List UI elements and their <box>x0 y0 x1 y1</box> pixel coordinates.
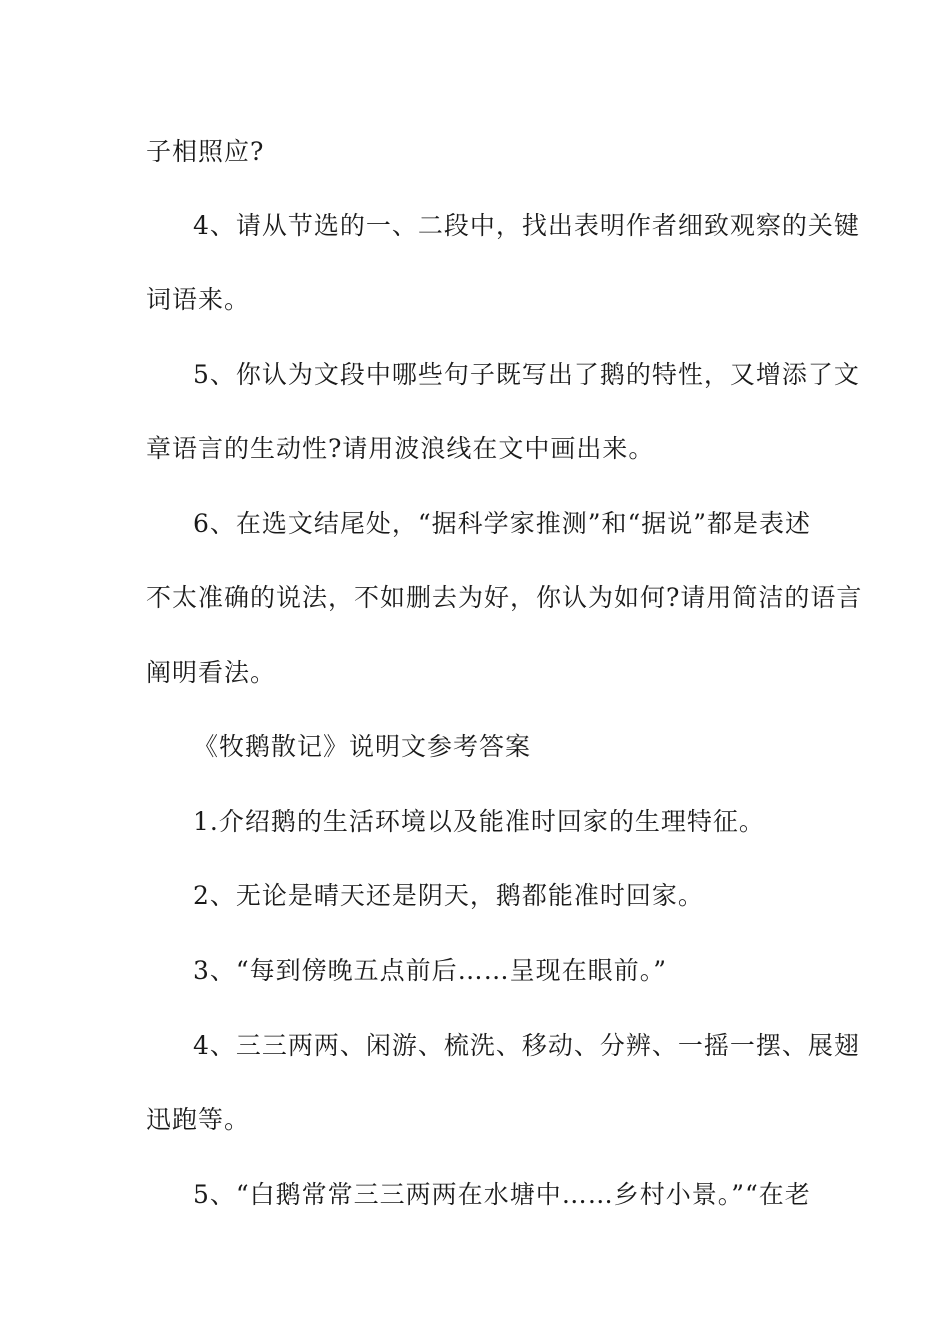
text-line-q4: 4、请从节选的一、二段中，找出表明作者细致观察的关键 <box>193 211 860 240</box>
text-line-answer-1: 1.介绍鹅的生活环境以及能准时回家的生理特征。 <box>193 807 765 836</box>
text-line-answer-5: 5、“白鹅常常三三两两在水塘中……乡村小景。”“在老 <box>193 1180 811 1209</box>
text-line-answer-4-continuation: 迅跑等。 <box>146 1105 251 1134</box>
text-line-q3-continuation: 子相照应? <box>146 137 265 166</box>
text-line-q5: 5、你认为文段中哪些句子既写出了鹅的特性，又增添了文 <box>193 360 860 389</box>
text-line-q4-continuation: 词语来。 <box>146 285 251 314</box>
text-line-q6-continuation-2: 阐明看法。 <box>146 658 277 687</box>
text-line-answer-4: 4、三三两两、闲游、梳洗、移动、分辨、一摇一摆、展翅 <box>193 1031 860 1060</box>
text-line-answer-2: 2、无论是晴天还是阴天，鹅都能准时回家。 <box>193 881 704 910</box>
answers-heading: 《牧鹅散记》说明文参考答案 <box>193 732 532 761</box>
text-line-q6-continuation-1: 不太准确的说法，不如删去为好，你认为如何?请用简洁的语言 <box>146 583 863 612</box>
text-line-answer-3: 3、“每到傍晚五点前后……呈现在眼前。” <box>193 956 667 985</box>
text-line-q5-continuation: 章语言的生动性?请用波浪线在文中画出来。 <box>146 434 655 463</box>
text-line-q6: 6、在选文结尾处，“据科学家推测”和“据说”都是表述 <box>193 509 812 538</box>
